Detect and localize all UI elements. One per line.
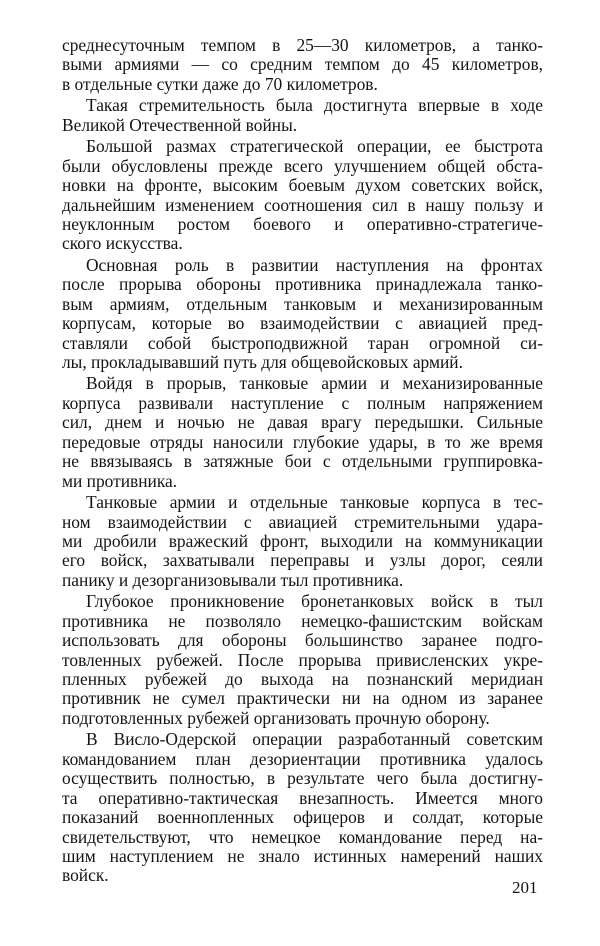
text-line: ставляли собой быстроподвижной таран огромной си- <box>62 332 543 353</box>
text-line: выми армиями — со средним темпом до 45 километров, <box>62 54 543 75</box>
text-line: были обусловлены прежде всего улучшением общей обста- <box>62 155 543 176</box>
text-line: после прорыва обороны противника принадлежала танко- <box>62 274 543 295</box>
paragraph-4 <box>62 256 543 373</box>
text-line: командованием план дезориентации противника удалось <box>62 748 543 769</box>
text-line: показаний военнопленных офицеров и солдат, которые <box>62 807 543 828</box>
text-line: корпусам, которые во взаимодействии с авиацией пред- <box>62 313 543 334</box>
text-line: ского искусства. <box>62 233 183 254</box>
paragraph-3 <box>62 137 543 254</box>
text-line: товленных рубежей. После прорыва привисленских укре- <box>62 649 543 670</box>
text-line: в отдельные сутки даже до 70 километров. <box>62 73 378 94</box>
text-line: подготовленных рубежей организовать прочную оборону. <box>62 707 490 728</box>
page-number: 201 <box>512 878 538 897</box>
text-line: не ввязываясь в затяжные бои с отдельными группировка- <box>62 451 543 472</box>
text-line: Глубокое проникновение бронетанковых войск в тыл <box>86 591 543 612</box>
paragraph-5 <box>62 374 543 491</box>
text-line: неуклонным ростом боевого и оперативно-стратегиче- <box>62 213 543 234</box>
text-line: панику и дезорганизовывали тыл противника. <box>62 569 404 590</box>
text-line: Большой размах стратегической операции, ее быстрота <box>86 136 543 157</box>
text-line: шим наступлением не знало истинных намерений наших <box>62 845 543 866</box>
paragraph-7 <box>62 592 543 728</box>
text-line: дальнейшим изменением соотношения сил в нашу пользу и <box>62 194 543 215</box>
text-line: ми дробили вражеский фронт, выходили на коммуникации <box>62 530 543 551</box>
text-line: В Висло-Одерской операции разработанный советским <box>86 729 543 750</box>
text-line: Войдя в прорыв, танковые армии и механизированные <box>86 373 543 394</box>
text-line: ном взаимодействии с авиацией стремительными удара- <box>62 511 543 532</box>
text-line: противник не сумел практически ни на одном из заранее <box>62 688 543 709</box>
text-line: противника не позволяло немецко-фашистским войскам <box>62 610 543 631</box>
text-line: Великой Отечественной войны. <box>62 114 298 135</box>
text-line: Основная роль в развитии наступления на фронтах <box>86 254 543 275</box>
text-line: Танковые армии и отдельные танковые корпуса в тес- <box>86 492 543 513</box>
paragraph-8 <box>62 730 543 886</box>
text-line: новки на фронте, высоким боевым духом советских войск, <box>62 175 543 196</box>
paragraph-2 <box>62 96 543 135</box>
text-line: использовать для обороны большинство заранее подго- <box>62 630 543 651</box>
text-line: передовые отряды наносили глубокие удары, в то же время <box>62 431 543 452</box>
paragraph-6 <box>62 493 543 590</box>
text-line: осуществить полностью, в результате чего была достигну- <box>62 768 543 789</box>
text-line: та оперативно-тактическая внезапность. Имеется много <box>62 787 543 808</box>
text-line: Такая стремительность была достигнута впервые в ходе <box>86 95 543 116</box>
text-line: его войск, захватывали переправы и узлы дорог, сеяли <box>62 550 543 571</box>
text-line: вым армиям, отдельным танковым и механизированным <box>62 293 543 314</box>
page-body <box>62 36 543 886</box>
text-line: лы, прокладывавший путь для общевойсковых армий. <box>62 352 463 372</box>
text-line: войск. <box>62 865 109 886</box>
text-line: свидетельствуют, что немецкое командование перед на- <box>62 826 543 847</box>
text-line: корпуса развивали наступление с полным напряжением <box>62 392 543 413</box>
text-line: пленных рубежей до выхода на познанский меридиан <box>62 669 543 689</box>
paragraph-1 <box>62 36 543 94</box>
text-line: ми противника. <box>62 470 178 491</box>
text-line: сил, днем и ночью не давая врагу передышки. Сильные <box>62 412 543 433</box>
text-line: среднесуточным темпом в 25—30 километров, а танко- <box>62 35 543 55</box>
